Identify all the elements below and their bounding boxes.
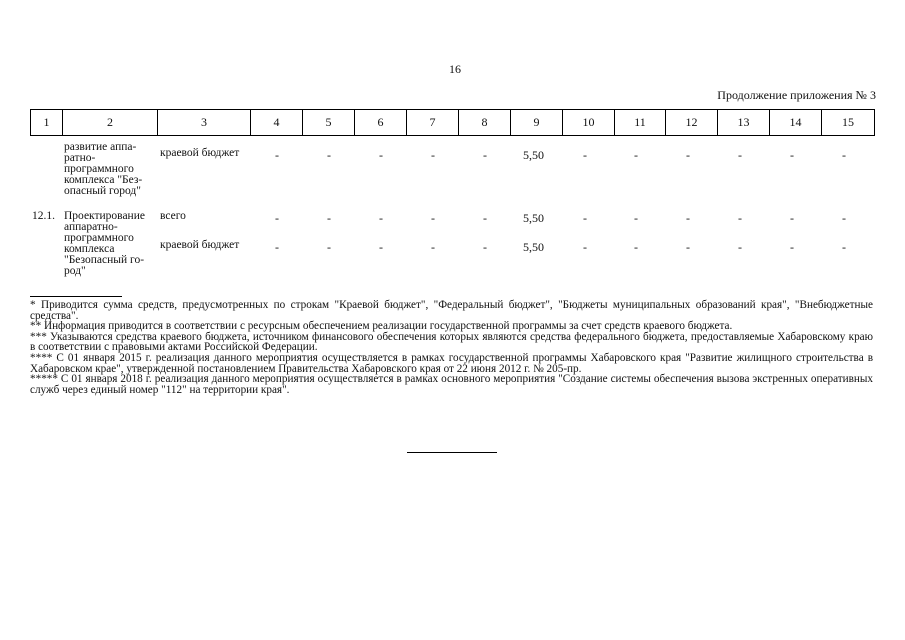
column-number-cell: 11 xyxy=(615,110,666,136)
footnote-2: ** Информация приводится в соответствии с ресурсным обеспечением реализации государственной программы за счет средств краевого бюджета. xyxy=(30,320,733,333)
column-number-row xyxy=(30,109,875,136)
row-a-col11: - xyxy=(634,148,638,162)
row-b1-col10: - xyxy=(583,211,587,225)
column-number-cell: 14 xyxy=(770,110,822,136)
row-a-col9: 5,50 xyxy=(523,148,544,162)
footnote-1: * Приводится сумма средств, предусмотренных по строкам "Краевой бюджет", "Федеральный бюджет", "Бюджеты муниципальных образований края", "Внебюджетные средства". xyxy=(30,299,873,322)
footnotes xyxy=(30,300,873,395)
continuation-label: Продолжение приложения № 3 xyxy=(717,88,876,102)
row-a-col13: - xyxy=(738,148,742,162)
row-b-source-regional: краевой бюджет xyxy=(160,239,240,251)
row-b1-col5: - xyxy=(327,211,331,225)
column-number-cell: 12 xyxy=(666,110,718,136)
column-number-cell: 4 xyxy=(251,110,303,136)
row-b1-col7: - xyxy=(431,211,435,225)
row-b2-col11: - xyxy=(634,240,638,254)
row-b2-col9: 5,50 xyxy=(523,240,544,254)
row-b1-col6: - xyxy=(379,211,383,225)
column-number-cell: 10 xyxy=(563,110,615,136)
row-b1-col11: - xyxy=(634,211,638,225)
row-a-col12: - xyxy=(686,148,690,162)
row-b-source-total: всего xyxy=(160,210,186,222)
row-b2-col13: - xyxy=(738,240,742,254)
footnote-4: **** С 01 января 2015 г. реализация данного мероприятия осуществляется в рамках государственной программы Хабаровского края "Развитие жилищного строительства в Хабаровском крае", утвержденной постановлением Правительства Хабаровского края от 22 июня 2012 г. № 205-пр. xyxy=(30,351,873,375)
end-divider xyxy=(407,452,497,453)
row-b2-col4: - xyxy=(275,240,279,254)
row-b1-col14: - xyxy=(790,211,794,225)
row-b-name: Проектирование аппаратно- программного комплекса "Безопасный го- род" xyxy=(64,210,145,277)
column-number-cell: 13 xyxy=(718,110,770,136)
column-number-cell: 2 xyxy=(63,110,158,136)
row-a-col15: - xyxy=(842,148,846,162)
row-a-col10: - xyxy=(583,148,587,162)
row-a-col6: - xyxy=(379,148,383,162)
column-number-cell: 3 xyxy=(158,110,251,136)
row-b2-col6: - xyxy=(379,240,383,254)
row-a-col5: - xyxy=(327,148,331,162)
row-a-name: развитие аппа- ратно- программного комплекса "Без- опасный город" xyxy=(64,141,143,197)
row-b1-col4: - xyxy=(275,211,279,225)
row-b2-col12: - xyxy=(686,240,690,254)
row-b2-col5: - xyxy=(327,240,331,254)
row-b-number: 12.1. xyxy=(32,210,55,222)
row-b2-col8: - xyxy=(483,240,487,254)
column-number-cell: 8 xyxy=(459,110,511,136)
row-b2-col7: - xyxy=(431,240,435,254)
column-number-cell: 15 xyxy=(822,110,875,136)
page-number: 16 xyxy=(449,62,461,76)
column-number-cell: 5 xyxy=(303,110,355,136)
row-b2-col14: - xyxy=(790,240,794,254)
footnote-divider xyxy=(30,296,122,297)
column-number-cell: 1 xyxy=(31,110,63,136)
row-b1-col8: - xyxy=(483,211,487,225)
column-number-cell: 9 xyxy=(511,110,563,136)
column-number-cell: 6 xyxy=(355,110,407,136)
footnote-3: *** Указываются средства краевого бюджета, источником финансового обеспечения которых являются средства федерального бюджета, предоставляемые Хабаровскому краю в соответствии с правовыми актами Российской Федерации. xyxy=(30,330,873,354)
column-number-cell: 7 xyxy=(407,110,459,136)
row-a-col14: - xyxy=(790,148,794,162)
row-a-col8: - xyxy=(483,148,487,162)
row-b1-col13: - xyxy=(738,211,742,225)
footnote-5: ***** С 01 января 2018 г. реализация данного мероприятия осуществляется в рамках основного мероприятия "Создание системы обеспечения вызова экстренных оперативных служб через единый номер "112" на территории края". xyxy=(30,373,873,396)
row-b2-col15: - xyxy=(842,240,846,254)
row-a-source: краевой бюджет xyxy=(160,147,240,159)
row-b1-col9: 5,50 xyxy=(523,211,544,225)
row-a-col4: - xyxy=(275,148,279,162)
row-b1-col15: - xyxy=(842,211,846,225)
row-b2-col10: - xyxy=(583,240,587,254)
row-b1-col12: - xyxy=(686,211,690,225)
row-a-col7: - xyxy=(431,148,435,162)
